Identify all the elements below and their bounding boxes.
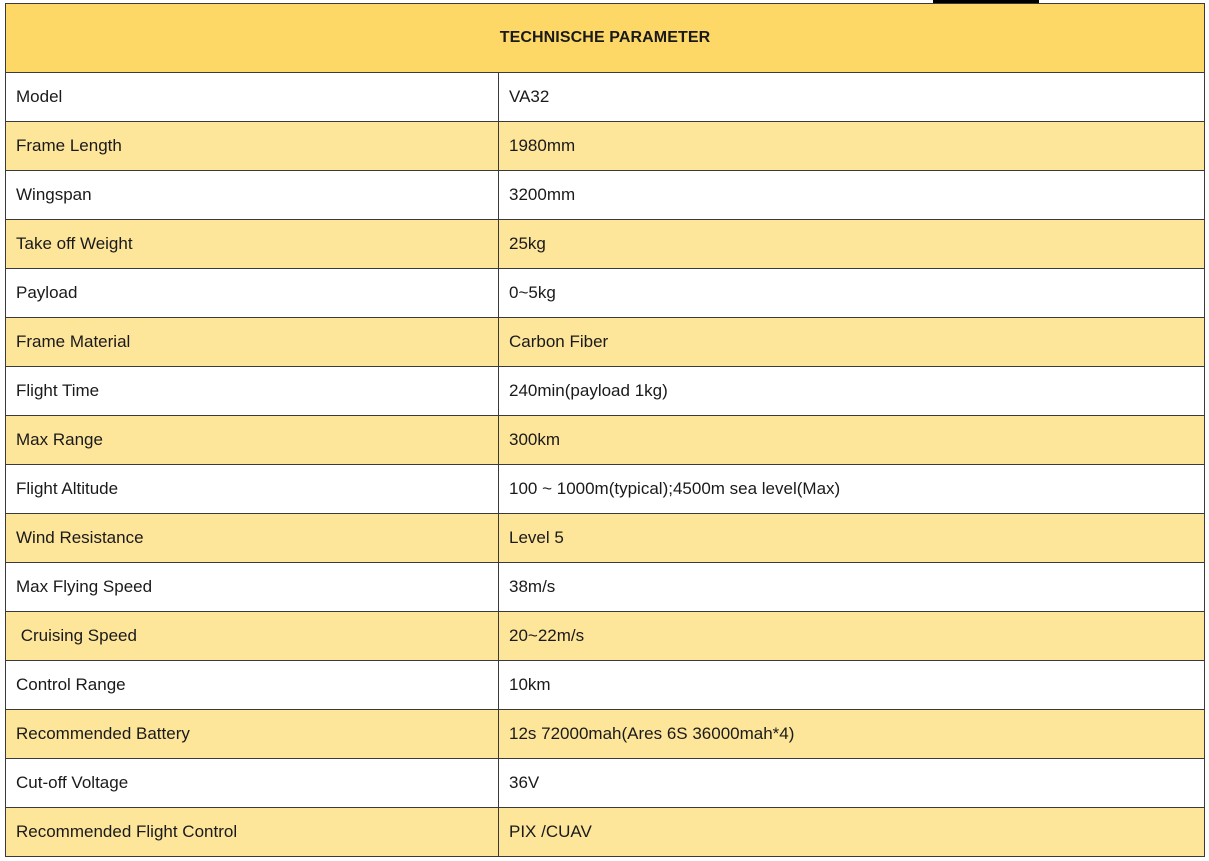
technical-parameters-table [5,3,1205,857]
parameter-label: Frame Material [6,318,499,367]
parameter-value: 1980mm [499,122,1205,171]
table-row [6,710,1205,759]
parameter-value: 38m/s [499,563,1205,612]
table-row [6,808,1205,857]
parameter-label: Wingspan [6,171,499,220]
parameter-value: PIX /CUAV [499,808,1205,857]
table-row [6,318,1205,367]
table-row [6,661,1205,710]
table-row [6,563,1205,612]
parameter-label: Cruising Speed [6,612,499,661]
table-row [6,269,1205,318]
table-header-row [6,4,1205,73]
table-row [6,73,1205,122]
parameter-label: Frame Length [6,122,499,171]
table-row [6,465,1205,514]
parameter-label: Recommended Battery [6,710,499,759]
table-row [6,122,1205,171]
parameter-label: Max Flying Speed [6,563,499,612]
table-row [6,220,1205,269]
parameter-label: Payload [6,269,499,318]
table-row [6,416,1205,465]
parameter-value: 100 ~ 1000m(typical);4500m sea level(Max) [499,465,1205,514]
table-row [6,367,1205,416]
table-row [6,514,1205,563]
parameter-value: 25kg [499,220,1205,269]
table-row [6,171,1205,220]
parameter-value: Carbon Fiber [499,318,1205,367]
parameter-value: 36V [499,759,1205,808]
parameter-value: 240min(payload 1kg) [499,367,1205,416]
parameter-value: 300km [499,416,1205,465]
parameter-label: Recommended Flight Control [6,808,499,857]
parameter-label: Control Range [6,661,499,710]
parameter-value: 10km [499,661,1205,710]
table-title: TECHNISCHE PARAMETER [6,4,1205,73]
parameter-label: Take off Weight [6,220,499,269]
parameter-value: Level 5 [499,514,1205,563]
parameter-label: Cut-off Voltage [6,759,499,808]
table-body [6,73,1205,857]
parameter-value: 20~22m/s [499,612,1205,661]
table-row [6,759,1205,808]
parameter-label: Max Range [6,416,499,465]
parameter-label: Flight Time [6,367,499,416]
parameter-value: 3200mm [499,171,1205,220]
parameter-label: Model [6,73,499,122]
table-row [6,612,1205,661]
parameter-label: Wind Resistance [6,514,499,563]
parameter-value: 0~5kg [499,269,1205,318]
parameter-label: Flight Altitude [6,465,499,514]
parameter-value: VA32 [499,73,1205,122]
parameter-value: 12s 72000mah(Ares 6S 36000mah*4) [499,710,1205,759]
